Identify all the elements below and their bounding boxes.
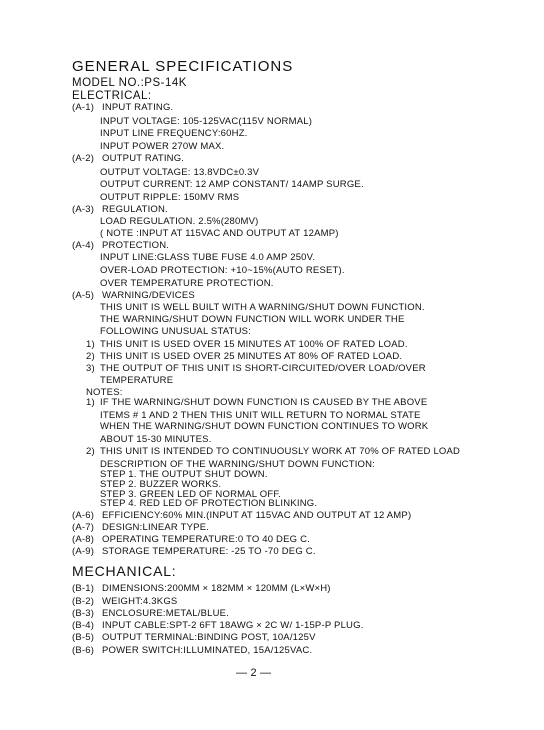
- item-code: (A-8): [72, 534, 95, 545]
- item-text: DESCRIPTION OF THE WARNING/SHUT DOWN FUNCTION:: [100, 459, 376, 470]
- item-code: (A-2): [72, 153, 95, 164]
- item-text: WEIGHT:4.3KGS: [102, 596, 178, 607]
- page-number: — 2 —: [236, 667, 272, 679]
- item-text: OUTPUT TERMINAL:BINDING POST, 10A/125V: [102, 632, 316, 643]
- item-code: (B-2): [72, 596, 95, 607]
- item-code: 3): [86, 363, 95, 374]
- item-text: STEP 3. GREEN LED OF NORMAL OFF.: [100, 489, 282, 500]
- item-text: OUTPUT VOLTAGE: 13.8VDC±0.3V: [100, 167, 260, 178]
- item-code: 2): [86, 446, 95, 457]
- item-text: ENCLOSURE:METAL/BLUE.: [102, 608, 230, 619]
- item-text: DIMENSIONS:200MM × 182MM × 120MM (L×W×H): [102, 583, 331, 594]
- item-code: (A-4): [72, 240, 95, 251]
- item-code: (A-5): [72, 290, 95, 301]
- item-text: OUTPUT RATING.: [102, 153, 185, 164]
- item-text: INPUT CABLE:SPT-2 6FT 18AWG × 2C W/ 1-15P-P PLUG.: [102, 620, 364, 631]
- item-text: THE WARNING/SHUT DOWN FUNCTION WILL WORK UNDER THE: [100, 314, 405, 325]
- item-code: (B-4): [72, 620, 95, 631]
- item-text: OVER-LOAD PROTECTION: +10~15%(AUTO RESET).: [100, 265, 345, 276]
- item-text: OVER TEMPERATURE PROTECTION.: [100, 278, 274, 289]
- item-code: (A-9): [72, 546, 95, 557]
- item-text: THIS UNIT IS WELL BUILT WITH A WARNING/SHUT DOWN FUNCTION.: [100, 302, 425, 313]
- item-text: WHEN THE WARNING/SHUT DOWN FUNCTION CONTINUES TO WORK: [100, 421, 429, 432]
- item-text: INPUT RATING.: [102, 102, 174, 113]
- item-text: THIS UNIT IS USED OVER 15 MINUTES AT 100% OF RATED LOAD.: [100, 339, 408, 350]
- item-code: (A-7): [72, 522, 95, 533]
- item-text: ABOUT 15-30 MINUTES.: [100, 434, 212, 445]
- item-code: (B-1): [72, 583, 95, 594]
- item-code: (B-6): [72, 645, 95, 656]
- item-text: POWER SWITCH:ILLUMINATED, 15A/125VAC.: [102, 645, 313, 656]
- item-code: 1): [86, 339, 95, 350]
- item-code: (A-3): [72, 204, 95, 215]
- item-text: TEMPERATURE: [100, 375, 174, 386]
- item-text: OUTPUT CURRENT: 12 AMP CONSTANT/ 14AMP SURGE.: [100, 179, 364, 190]
- item-text: THE OUTPUT OF THIS UNIT IS SHORT-CIRCUITED/OVER LOAD/OVER: [100, 363, 426, 374]
- item-text: OUTPUT RIPPLE: 150MV RMS: [100, 192, 240, 203]
- item-text: ( NOTE :INPUT AT 115VAC AND OUTPUT AT 12AMP): [100, 228, 339, 239]
- electrical-heading: ELECTRICAL:: [72, 90, 152, 102]
- item-code: 2): [86, 351, 95, 362]
- item-text: NOTES:: [86, 387, 123, 398]
- item-code: (B-5): [72, 632, 95, 643]
- item-text: STEP 4. RED LED OF PROTECTION BLINKING.: [100, 498, 318, 509]
- item-text: STEP 1. THE OUTPUT SHUT DOWN.: [100, 469, 268, 480]
- item-text: ITEMS # 1 AND 2 THEN THIS UNIT WILL RETURN TO NORMAL STATE: [100, 410, 421, 421]
- item-code: 1): [86, 397, 95, 408]
- model-number: MODEL NO.:PS-14K: [72, 77, 187, 89]
- item-code: (A-1): [72, 102, 95, 113]
- item-text: REGULATION.: [102, 204, 168, 215]
- item-text: DESIGN:LINEAR TYPE.: [102, 522, 210, 533]
- item-text: EFFICIENCY:60% MIN.(INPUT AT 115VAC AND OUTPUT AT 12 AMP): [102, 510, 412, 521]
- item-text: INPUT POWER 270W MAX.: [100, 141, 225, 152]
- mechanical-heading: MECHANICAL:: [72, 563, 177, 579]
- item-text: INPUT LINE FREQUENCY:60HZ.: [100, 128, 248, 139]
- item-text: PROTECTION.: [102, 240, 170, 251]
- item-text: STORAGE TEMPERATURE: -25 TO -70 DEG C.: [102, 546, 316, 557]
- item-text: WARNING/DEVICES: [102, 290, 195, 301]
- item-code: (B-3): [72, 608, 95, 619]
- page-title: GENERAL SPECIFICATIONS: [72, 58, 294, 75]
- item-text: INPUT LINE:GLASS TUBE FUSE 4.0 AMP 250V.: [100, 252, 316, 263]
- item-text: INPUT VOLTAGE: 105-125VAC(115V NORMAL): [100, 116, 313, 127]
- item-text: THIS UNIT IS USED OVER 25 MINUTES AT 80% OF RATED LOAD.: [100, 351, 403, 362]
- item-text: LOAD REGULATION. 2.5%(280MV): [100, 216, 259, 227]
- item-text: IF THE WARNING/SHUT DOWN FUNCTION IS CAUSED BY THE ABOVE: [100, 397, 428, 408]
- item-text: THIS UNIT IS INTENDED TO CONTINUOUSLY WORK AT 70% OF RATED LOAD: [100, 446, 461, 457]
- item-text: OPERATING TEMPERATURE:0 TO 40 DEG C.: [102, 534, 310, 545]
- item-text: FOLLOWING UNUSUAL STATUS:: [100, 326, 252, 337]
- item-text: STEP 2. BUZZER WORKS.: [100, 479, 222, 490]
- item-code: (A-6): [72, 510, 95, 521]
